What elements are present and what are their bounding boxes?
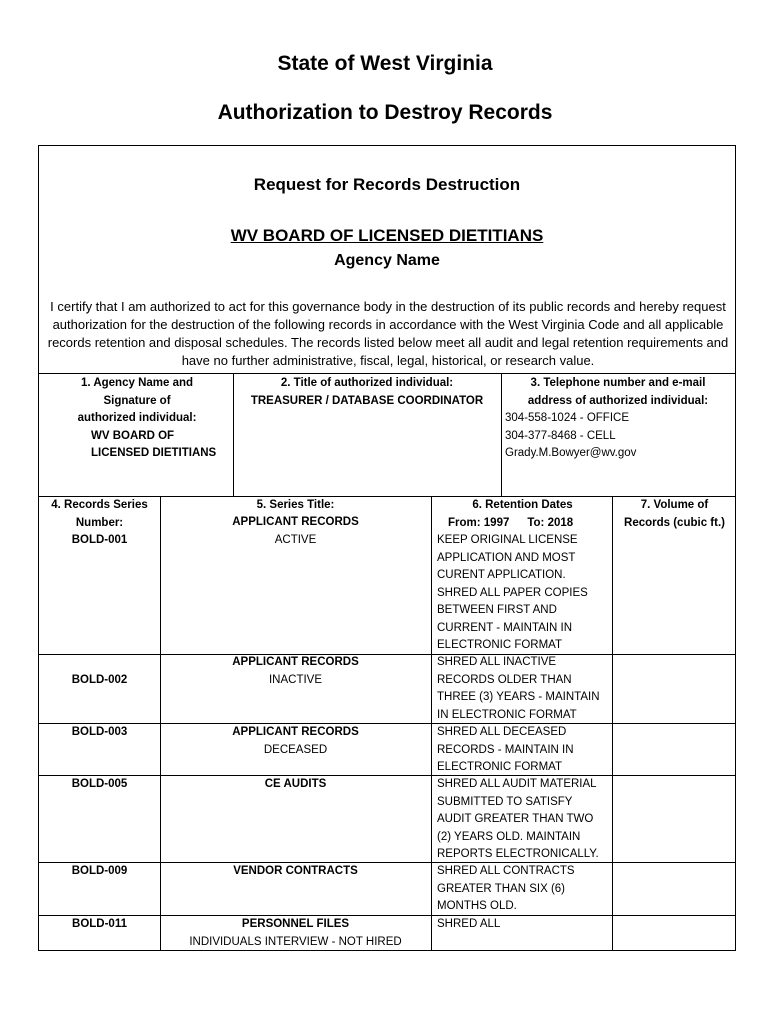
retention-line: SHRED ALL bbox=[437, 918, 501, 930]
retention-line: CURRENT - MAINTAIN IN bbox=[437, 621, 573, 634]
record-title-text: VENDOR CONTRACTS bbox=[233, 865, 358, 877]
section-1-value: LICENSED DIETITIANS bbox=[91, 447, 217, 459]
record-title bbox=[162, 916, 429, 951]
retention-line: THREE (3) YEARS - MAINTAIN bbox=[437, 691, 600, 703]
retention-line: SUBMITTED TO SATISFY bbox=[437, 795, 573, 808]
retention-line: SHRED ALL AUDIT MATERIAL bbox=[437, 778, 597, 790]
email-address: Grady.M.Bowyer@wv.gov bbox=[505, 447, 637, 459]
certification-statement: I certify that I am authorized to act for this governance body in the destruction of its public records and hereby request authorization for the destruction of the following records in accordance with the West Virginia Code and all applicable records retention and disposal schedules. The records listed below meet all audit and legal retention requirements and have no further administrative, fiscal, legal, historical, or research value. bbox=[47, 299, 729, 368]
divider-line bbox=[233, 373, 234, 496]
divider-line bbox=[39, 373, 735, 374]
section-1-label: 1. Agency Name and bbox=[80, 377, 194, 389]
record-subtitle: DECEASED bbox=[263, 743, 328, 756]
column-header-text: Records (cubic ft.) bbox=[624, 516, 725, 529]
retention-line: IN ELECTRONIC FORMAT bbox=[437, 708, 577, 721]
phone-office: 304-558-1024 - OFFICE bbox=[505, 412, 630, 424]
record-subtitle: INACTIVE bbox=[268, 673, 323, 686]
record-subtitle: INDIVIDUALS INTERVIEW - NOT HIRED bbox=[189, 935, 402, 948]
column-header-text: 6. Retention Dates bbox=[472, 499, 573, 511]
retention-line: MONTHS OLD. bbox=[437, 900, 517, 912]
section-3-contact bbox=[505, 375, 731, 463]
retention-line: KEEP ORIGINAL LICENSE bbox=[437, 534, 578, 546]
document-title-authorization: Authorization to Destroy Records bbox=[217, 101, 553, 124]
phone-cell: 304-377-8468 - CELL bbox=[505, 429, 616, 442]
record-retention bbox=[437, 916, 612, 934]
retention-line: SHRED ALL PAPER COPIES bbox=[437, 586, 588, 599]
section-2-title bbox=[237, 375, 497, 410]
record-number: BOLD-009 bbox=[71, 865, 128, 877]
retention-line: ELECTRONIC FORMAT bbox=[437, 761, 563, 773]
record-number: BOLD-003 bbox=[71, 726, 128, 738]
retention-line: CURENT APPLICATION. bbox=[437, 569, 566, 581]
record-retention bbox=[437, 863, 612, 916]
retention-to: To: 2018 bbox=[527, 516, 574, 529]
section-2-label: 2. Title of authorized individual: bbox=[280, 377, 454, 389]
retention-line: (2) YEARS OLD. MAINTAIN bbox=[437, 830, 581, 843]
record-subtitle: ACTIVE bbox=[274, 533, 317, 546]
column-header-text: 7. Volume of bbox=[640, 499, 709, 511]
retention-line: RECORDS OLDER THAN bbox=[437, 673, 572, 686]
section-2-value: TREASURER / DATABASE COORDINATOR bbox=[250, 394, 484, 407]
record-retention bbox=[437, 724, 612, 777]
section-3-label: address of authorized individual: bbox=[527, 394, 709, 407]
section-1-value: WV BOARD OF bbox=[91, 429, 175, 442]
section-1-agency-signature bbox=[45, 375, 229, 463]
column-header-text: 5. Series Title: bbox=[256, 499, 335, 511]
agency-name-value: WV BOARD OF LICENSED DIETITIANS bbox=[230, 226, 544, 245]
retention-line: SHRED ALL CONTRACTS bbox=[437, 865, 575, 877]
retention-line: APPLICATION AND MOST bbox=[437, 551, 576, 564]
agency-name-label: Agency Name bbox=[334, 252, 440, 269]
retention-line: AUDIT GREATER THAN TWO bbox=[437, 813, 594, 825]
document-title-state: State of West Virginia bbox=[277, 52, 493, 75]
retention-line: REPORTS ELECTRONICALLY. bbox=[437, 848, 599, 860]
divider-line bbox=[501, 373, 502, 496]
record-number: BOLD-011 bbox=[72, 918, 127, 930]
column-header-text: 4. Records Series bbox=[51, 499, 148, 511]
request-title: Request for Records Destruction bbox=[253, 175, 521, 194]
retention-line: SHRED ALL INACTIVE bbox=[437, 656, 557, 668]
record-retention bbox=[437, 532, 612, 655]
section-1-label: Signature of bbox=[103, 394, 171, 407]
record-number: BOLD-001 bbox=[71, 534, 128, 546]
column-header-series-title bbox=[162, 497, 429, 515]
record-number: BOLD-005 bbox=[71, 778, 128, 790]
record-title-text: APPLICANT RECORDS bbox=[232, 516, 359, 528]
column-header-retention-dates bbox=[435, 497, 610, 532]
column-header-text: Number: bbox=[75, 516, 124, 529]
retention-line: RECORDS - MAINTAIN IN bbox=[437, 743, 574, 756]
record-title bbox=[162, 724, 429, 759]
section-3-label: 3. Telephone number and e-mail bbox=[530, 377, 706, 389]
column-header-volume bbox=[614, 497, 735, 532]
record-title bbox=[162, 776, 429, 794]
record-retention bbox=[437, 776, 612, 864]
retention-line: ELECTRONIC FORMAT bbox=[437, 639, 563, 651]
record-title-text: APPLICANT RECORDS bbox=[232, 726, 359, 738]
record-number: BOLD-002 bbox=[71, 674, 128, 686]
form-frame bbox=[38, 145, 736, 951]
retention-line: GREATER THAN SIX (6) bbox=[437, 882, 566, 895]
record-title bbox=[162, 654, 429, 689]
column-header-series-number bbox=[41, 497, 158, 532]
retention-from: From: 1997 bbox=[448, 516, 510, 529]
record-title bbox=[162, 863, 429, 881]
retention-line: BETWEEN FIRST AND bbox=[437, 604, 557, 616]
record-retention bbox=[437, 654, 612, 724]
retention-line: SHRED ALL DECEASED bbox=[437, 726, 567, 738]
section-1-label: authorized individual: bbox=[77, 412, 197, 424]
record-title bbox=[162, 514, 429, 549]
record-title-text: APPLICANT RECORDS bbox=[232, 656, 359, 668]
record-title-text: CE AUDITS bbox=[264, 778, 327, 790]
record-title-text: PERSONNEL FILES bbox=[241, 918, 350, 930]
